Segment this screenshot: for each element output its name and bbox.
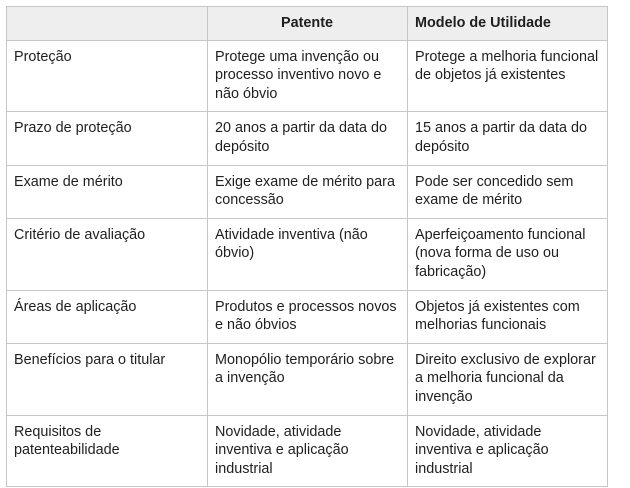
modelo-cell: Aperfeiçoamento funcional (nova forma de uso ou fabricação) <box>408 218 608 290</box>
table-row <box>7 343 608 415</box>
modelo-cell: 15 anos a partir da data do depósito <box>408 112 608 165</box>
table-row <box>7 165 608 218</box>
patente-cell: Produtos e processos novos e não óbvios <box>208 290 408 343</box>
table-row <box>7 290 608 343</box>
header-patente: Patente <box>208 7 408 41</box>
patente-cell: Protege uma invenção ou processo inventivo novo e não óbvio <box>208 40 408 112</box>
comparison-table-container <box>6 6 608 487</box>
patente-cell: Exige exame de mérito para concessão <box>208 165 408 218</box>
modelo-cell: Direito exclusivo de explorar a melhoria funcional da invenção <box>408 343 608 415</box>
modelo-cell: Novidade, atividade inventiva e aplicação industrial <box>408 415 608 487</box>
modelo-cell: Pode ser concedido sem exame de mérito <box>408 165 608 218</box>
table-row <box>7 218 608 290</box>
comparison-table <box>6 6 608 487</box>
table-header <box>7 7 608 41</box>
table-row <box>7 112 608 165</box>
patente-cell: 20 anos a partir da data do depósito <box>208 112 408 165</box>
row-label: Benefícios para o titular <box>7 343 208 415</box>
row-label: Critério de avaliação <box>7 218 208 290</box>
header-empty-cell <box>7 7 208 41</box>
row-label: Proteção <box>7 40 208 112</box>
modelo-cell: Objetos já existentes com melhorias funcionais <box>408 290 608 343</box>
row-label: Requisitos de patenteabilidade <box>7 415 208 487</box>
table-row <box>7 40 608 112</box>
row-label: Prazo de proteção <box>7 112 208 165</box>
patente-cell: Monopólio temporário sobre a invenção <box>208 343 408 415</box>
table-row <box>7 415 608 487</box>
patente-cell: Atividade inventiva (não óbvio) <box>208 218 408 290</box>
patente-cell: Novidade, atividade inventiva e aplicação industrial <box>208 415 408 487</box>
row-label: Exame de mérito <box>7 165 208 218</box>
header-row <box>7 7 608 41</box>
header-modelo-utilidade: Modelo de Utilidade <box>408 7 608 41</box>
modelo-cell: Protege a melhoria funcional de objetos já existentes <box>408 40 608 112</box>
table-body <box>7 40 608 487</box>
row-label: Áreas de aplicação <box>7 290 208 343</box>
